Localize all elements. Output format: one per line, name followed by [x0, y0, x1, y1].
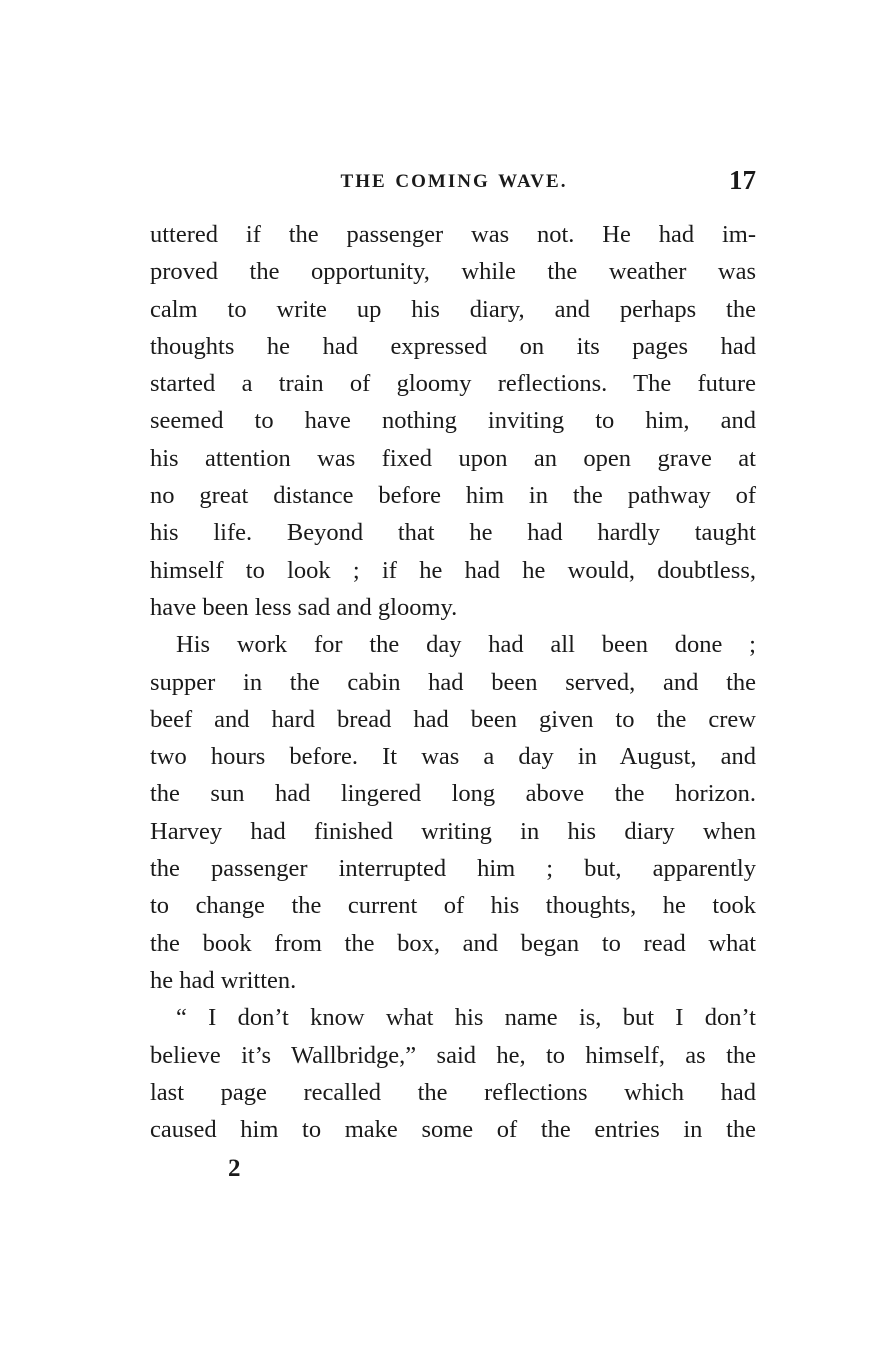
text-line: have been less sad and gloomy. [150, 593, 458, 621]
text-line: to change the current of his thoughts, he took [150, 892, 756, 920]
text-line: thoughts he had expressed on its pages had [150, 332, 756, 360]
text-line: himself to look ; if he had he would, doubtless, [150, 556, 756, 584]
text-line: supper in the cabin had been served, and the [150, 668, 756, 696]
text-line: the sun had lingered long above the horizon. [150, 780, 756, 808]
text-line: calm to write up his diary, and perhaps the [150, 295, 756, 323]
body-text [150, 216, 756, 1148]
text-line: caused him to make some of the entries in the [150, 1116, 756, 1144]
text-line: his life. Beyond that he had hardly taught [150, 519, 756, 547]
page-number: 17 [729, 165, 756, 195]
text-line: believe it’s Wallbridge,” said he, to himself, as the [150, 1041, 756, 1069]
text-line: His work for the day had all been done ; [176, 631, 756, 659]
text-line: proved the opportunity, while the weather was [150, 258, 756, 286]
running-head [150, 165, 758, 201]
text-line: his attention was fixed upon an open grave at [150, 444, 756, 472]
text-line: no great distance before him in the pathway of [150, 482, 756, 510]
text-line: the passenger interrupted him ; but, apparently [150, 855, 756, 883]
text-line: two hours before. It was a day in August, and [150, 743, 756, 771]
running-title: THE COMING WAVE. [340, 171, 568, 192]
text-line: “ I don’t know what his name is, but I don’t [176, 1004, 756, 1032]
text-line: started a train of gloomy reflections. The future [150, 370, 756, 398]
text-line: Harvey had finished writing in his diary when [150, 817, 756, 845]
text-line: uttered if the passenger was not. He had im- [150, 221, 756, 248]
text-line: last page recalled the reflections which had [150, 1078, 756, 1106]
signature-mark: 2 [228, 1155, 241, 1182]
text-line: he had written. [150, 966, 297, 994]
text-line: the book from the box, and began to read what [150, 929, 756, 957]
text-line: beef and hard bread had been given to the crew [150, 705, 756, 733]
text-line: seemed to have nothing inviting to him, and [150, 407, 756, 435]
